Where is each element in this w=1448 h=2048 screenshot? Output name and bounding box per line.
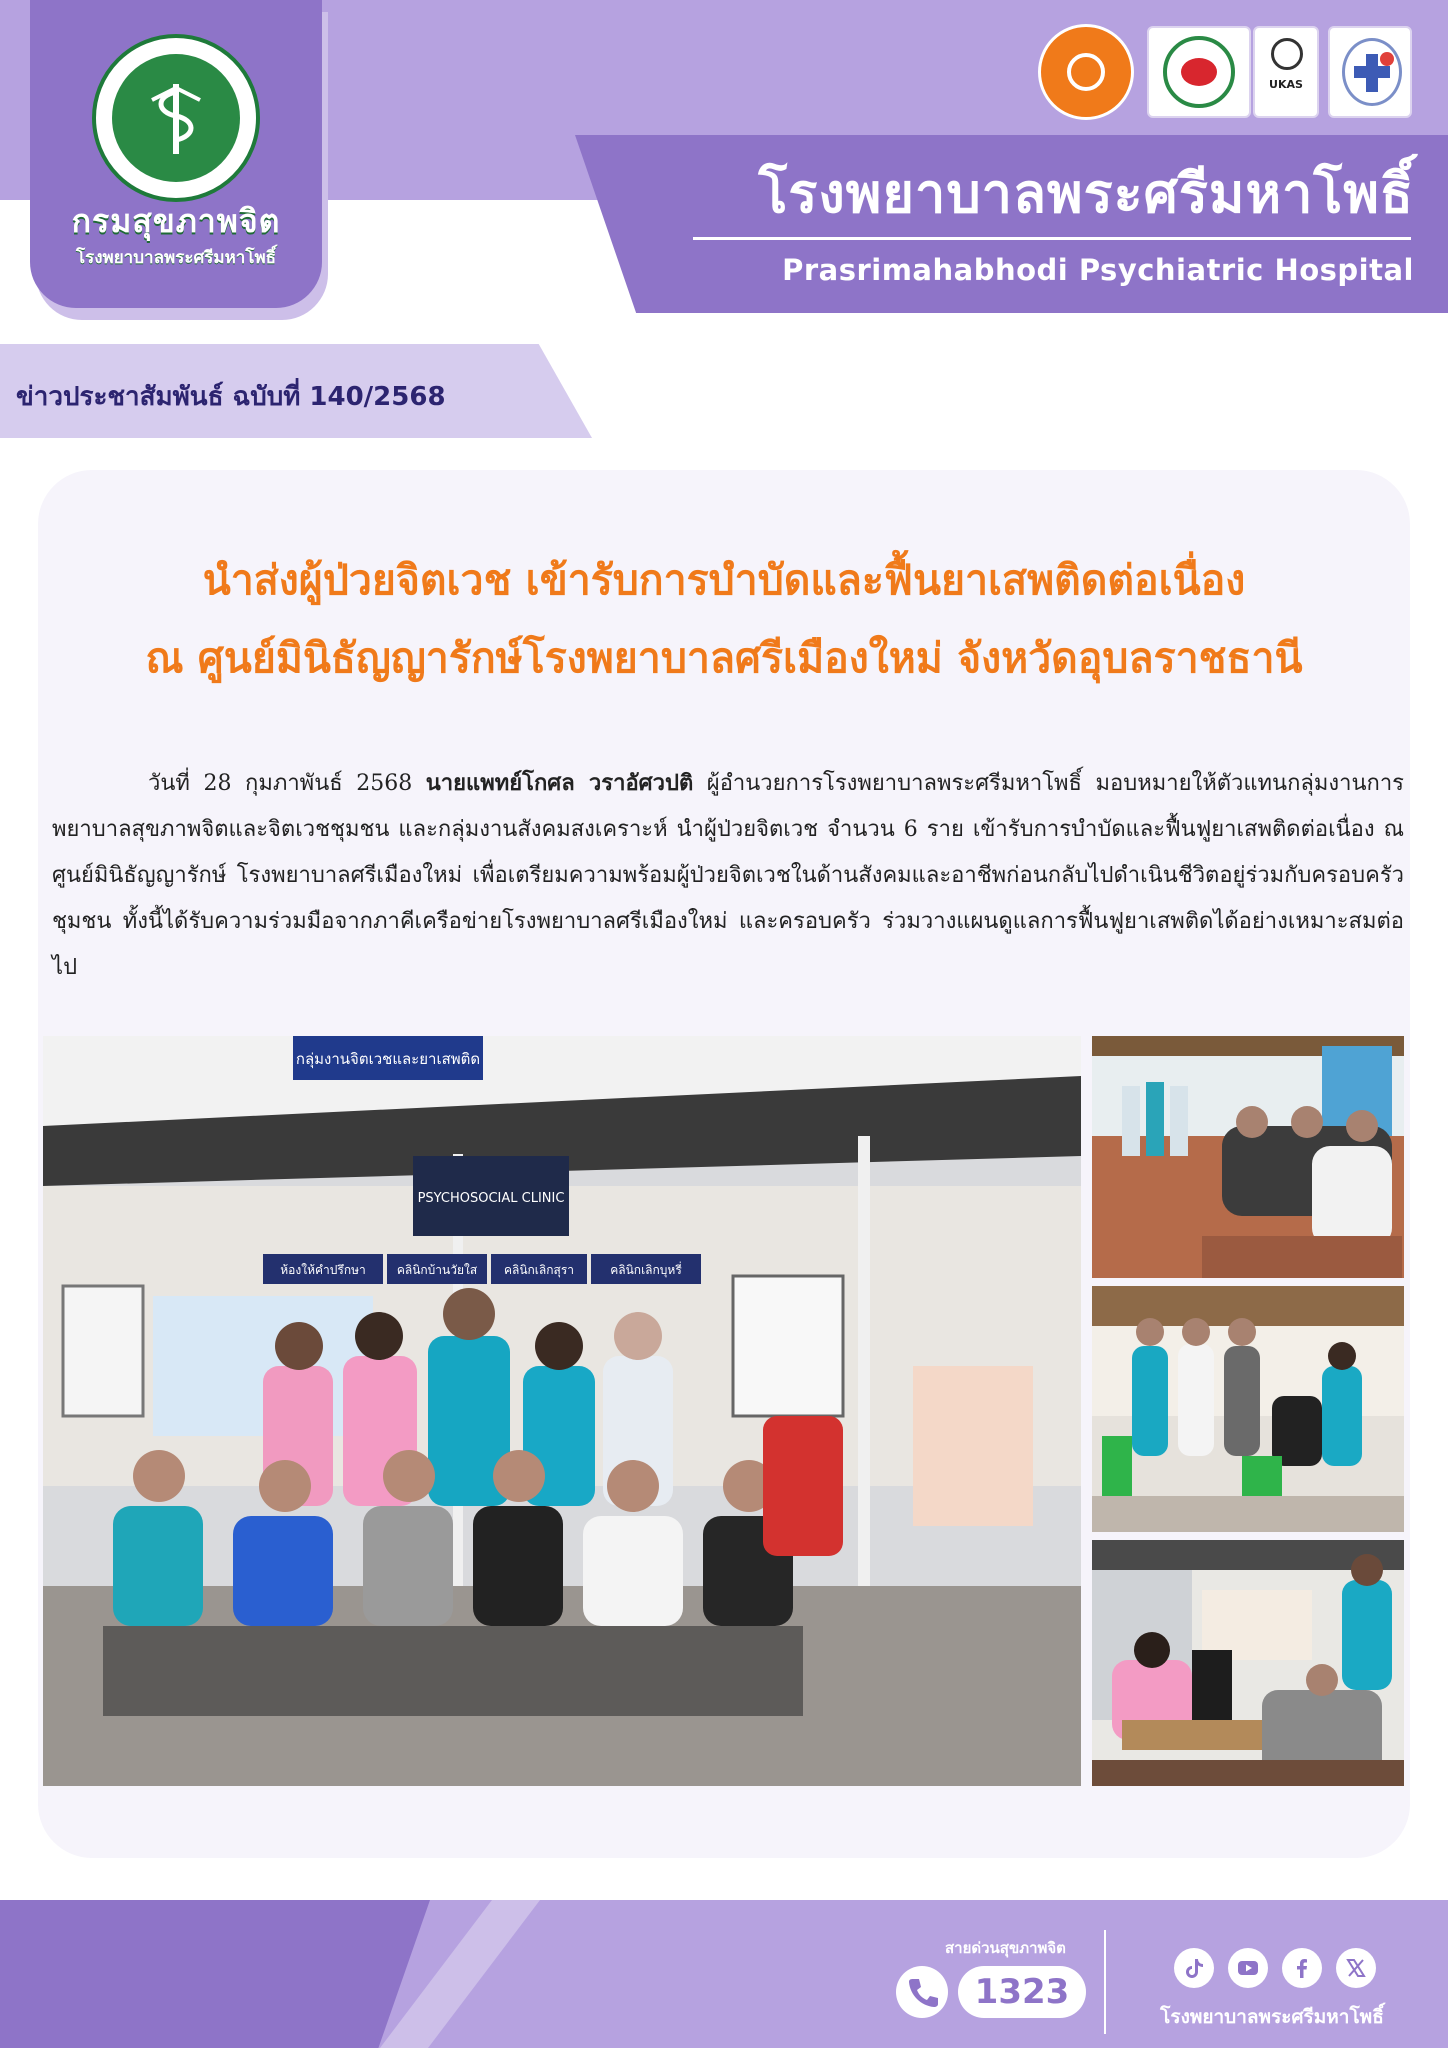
youtube-icon[interactable]	[1228, 1948, 1268, 1988]
sign-psych-drug: กลุ่มงานจิตเวชและยาเสพติด	[295, 1050, 481, 1068]
footer-divider	[1104, 1930, 1106, 2034]
footer-hospital-name: โรงพยาบาลพระศรีมหาโพธิ์	[1160, 2006, 1384, 2028]
side-photo-waiting-hall	[1092, 1036, 1404, 1278]
body-person: นายแพทย์โกศล วราอัศวปติ	[425, 770, 694, 796]
news-body	[52, 760, 1404, 991]
logo-hospital-name: โรงพยาบาลพระศรีมหาโพธิ์	[75, 248, 277, 268]
sign-alcohol-clinic: คลินิกเลิกสุรา	[503, 1263, 575, 1277]
tiktok-icon[interactable]	[1174, 1948, 1214, 1988]
urs-iso-badge-icon	[1147, 26, 1251, 118]
side-photo-registration-desk	[1092, 1540, 1404, 1786]
footer-accent	[0, 1900, 430, 2048]
hospital-name-english: Prasrimahabhodi Psychiatric Hospital	[782, 253, 1414, 287]
facebook-icon[interactable]	[1282, 1948, 1322, 1988]
healthcare-accreditation-icon	[1328, 26, 1412, 118]
sign-smoking-clinic: คลินิกเลิกบุหรี่	[610, 1263, 682, 1277]
body-text: ผู้อำนวยการโรงพยาบาลพระศรีมหาโพธิ์ มอบหมายให้ตัวแทนกลุ่มงานการพยาบาลสุขภาพจิตและจิตเวชชุมชน และกลุ่มงานสังคมสงเคราะห์ นำผู้ป่วยจิตเวช จำนวน 6 ราย เข้ารับการบำบัดและฟื้นฟูยาเสพติดต่อเนื่อง ณ ศูนย์มินิธัญญารักษ์ โรงพยาบาลศรีเมืองใหม่ เพื่อเตรียมความพร้อมผู้ป่วยจิตเวชในด้านสังคมและอาชีพก่อนกลับไปดำเนินชีวิตอยู่ร่วมกับครอบครัว ชุมชน ทั้งนี้ได้รับความร่วมมือจากภาคีเครือข่ายโรงพยาบาลศรีเมืองใหม่ และครอบครัว ร่วมวางแผนดูแลการฟื้นฟูยาเสพติดได้อย่างเหมาะสมต่อไป	[52, 771, 1405, 980]
hotline-number[interactable]: 1323	[958, 1966, 1086, 2018]
hotline-label: สายด่วนสุขภาพจิต	[945, 1939, 1066, 1957]
ministry-seal-icon	[92, 34, 260, 202]
sign-psychosocial-clinic: PSYCHOSOCIAL CLINIC	[417, 1191, 565, 1206]
banner-divider	[693, 237, 1411, 240]
sign-counseling: ห้องให้คำปรึกษา	[280, 1263, 366, 1277]
ukas-badge-icon: UKAS	[1253, 26, 1319, 118]
issue-label: ข่าวประชาสัมพันธ์ ฉบับที่ 140/2568	[16, 382, 446, 412]
side-photo-checkin	[1092, 1286, 1404, 1532]
dharma-wheel-icon	[1038, 24, 1134, 120]
body-date: วันที่ 28 กุมภาพันธ์ 2568	[148, 771, 426, 796]
hospital-name-thai: โรงพยาบาลพระศรีมหาโพธิ์	[758, 162, 1414, 225]
x-icon[interactable]	[1336, 1948, 1376, 1988]
phone-icon	[896, 1966, 948, 2018]
sign-teen-clinic: คลินิกบ้านวัยใส	[396, 1263, 478, 1277]
headline-line-1: นำส่งผู้ป่วยจิตเวช เข้ารับการบำบัดและฟื้นยาเสพติดต่อเนื่อง	[202, 556, 1246, 604]
department-name: กรมสุขภาพจิต	[71, 202, 281, 240]
headline-line-2: ณ ศูนย์มินิธัญญารักษ์โรงพยาบาลศรีเมืองใหม่ จังหวัดอุบลราชธานี	[145, 634, 1303, 682]
main-group-photo	[43, 1036, 1081, 1786]
